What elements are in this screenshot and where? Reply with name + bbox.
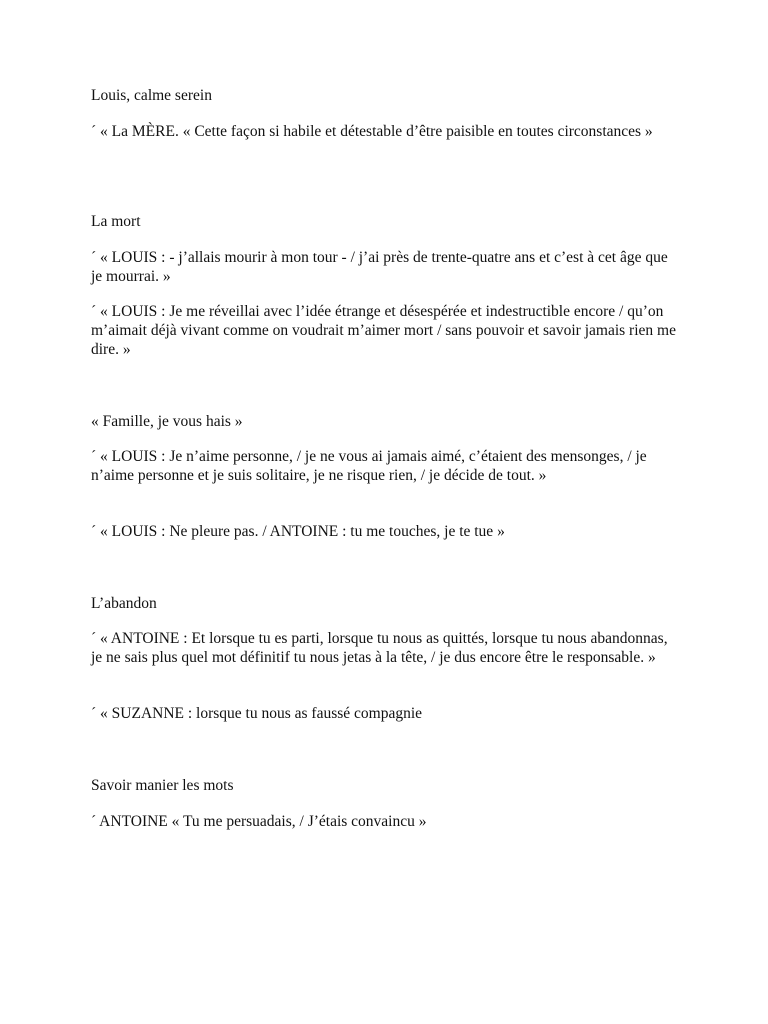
quote-paragraph: ´ « LOUIS : Je n’aime personne, / je ne vous ai jamais aimé, c’étaient des mensonges, / je n’aime personne et je suis solitaire, je ne risque rien, / je décide de tout. »: [91, 448, 647, 484]
quote-paragraph: ´ ANTOINE « Tu me persuadais, / J’étais convaincu »: [91, 813, 427, 830]
quote-paragraph: ´ « ANTOINE : Et lorsque tu es parti, lorsque tu nous as quittés, lorsque tu nous abandonnas, je ne sais plus quel mot définitif tu nous jetas à la tête, / je dus encore être le responsable. »: [91, 630, 668, 666]
quote-paragraph: ´ « LOUIS : - j’allais mourir à mon tour - / j’ai près de trente-quatre ans et c’est à cet âge que je mourrai. »: [91, 249, 668, 285]
section-heading: Louis, calme serein: [91, 87, 212, 104]
section-heading: « Famille, je vous hais »: [91, 413, 243, 430]
section-heading: La mort: [91, 213, 141, 230]
quote-paragraph: ´ « LOUIS : Je me réveillai avec l’idée étrange et désespérée et indestructible encore / qu’on m’aimait déjà vivant comme on voudrait m’aimer mort / sans pouvoir et savoir jamais rien me dire. »: [91, 303, 676, 358]
section-heading: L’abandon: [91, 595, 157, 612]
quote-paragraph: ´ « La MÈRE. « Cette façon si habile et détestable d’être paisible en toutes circonstances »: [91, 123, 653, 140]
quote-paragraph: ´ « LOUIS : Ne pleure pas. / ANTOINE : tu me touches, je te tue »: [91, 523, 505, 540]
quote-paragraph: ´ « SUZANNE : lorsque tu nous as faussé compagnie: [91, 705, 423, 722]
section-heading: Savoir manier les mots: [91, 777, 234, 794]
